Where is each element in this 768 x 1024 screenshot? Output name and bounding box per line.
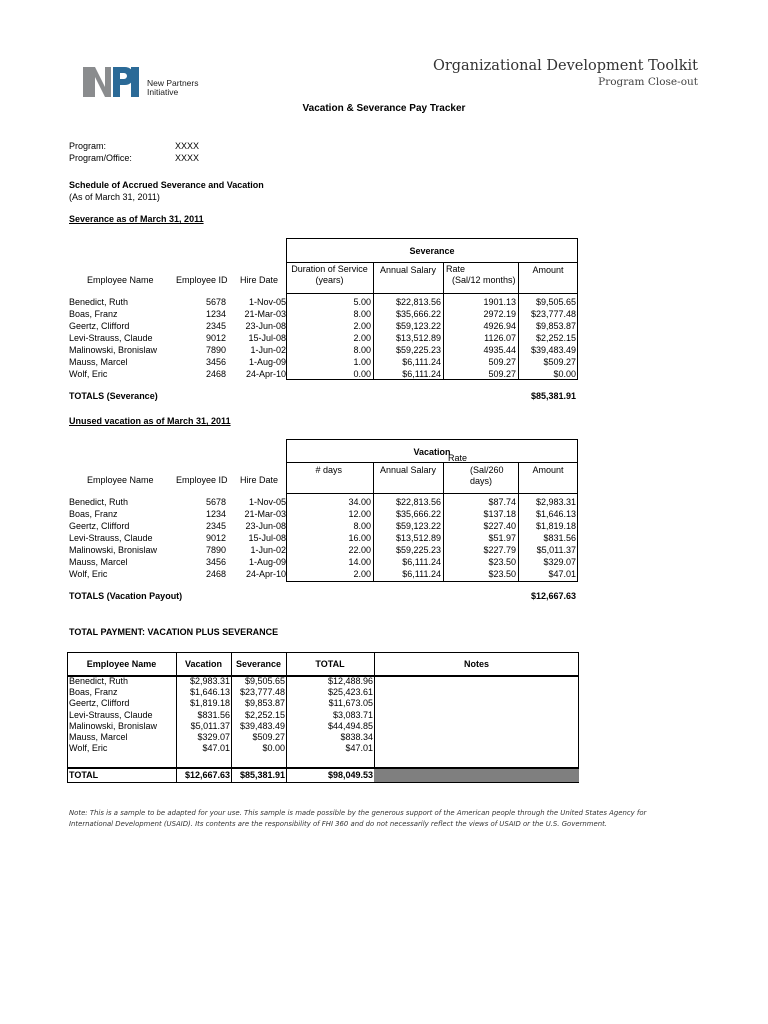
list-item: 2972.19 xyxy=(483,309,516,319)
toolkit-title: Organizational Development Toolkit xyxy=(432,58,698,74)
table-row: $838.34 xyxy=(340,731,373,742)
vac-header-amount: Amount xyxy=(532,465,564,475)
tp-header-total: TOTAL xyxy=(315,659,345,669)
logo-line-1: New Partners xyxy=(147,78,199,88)
tp-total-severance: $85,381.91 xyxy=(239,770,285,780)
list-item: $87.74 xyxy=(488,497,516,507)
table-row: $23,777.48 xyxy=(239,687,285,698)
schedule-asof: (As of March 31, 2011) xyxy=(69,192,160,202)
table-row: $329.07 xyxy=(197,731,230,742)
list-item: Malinowski, Bronislaw xyxy=(69,545,158,555)
table-row: $44,494.85 xyxy=(327,720,373,731)
table-row: $39,483.49 xyxy=(239,720,285,731)
table-row: $3,083.71 xyxy=(332,709,373,720)
list-item: Malinowski, Bronislaw xyxy=(69,345,158,355)
list-item: 2.00 xyxy=(353,321,371,331)
table-row: Levi-Strauss, Claude xyxy=(69,709,153,720)
sev-header-hire: Hire Date xyxy=(240,275,279,285)
sev-amounts xyxy=(518,296,576,380)
list-item: Levi-Strauss, Claude xyxy=(69,533,153,543)
tp-severances xyxy=(231,676,285,754)
list-item: 509.27 xyxy=(488,369,516,379)
table-row: Boas, Franz xyxy=(69,687,118,698)
table-row: $509.27 xyxy=(252,731,285,742)
vacation-total-label: TOTALS (Vacation Payout) xyxy=(69,591,183,601)
severance-group-header: Severance xyxy=(409,246,455,256)
list-item: 23-Jun-08 xyxy=(245,521,286,531)
list-item: 2.00 xyxy=(353,333,371,343)
list-item: 4935.44 xyxy=(483,345,516,355)
vac-amounts xyxy=(518,496,576,580)
list-item: $23.50 xyxy=(488,569,516,579)
list-item: 2468 xyxy=(205,569,226,579)
vac-header-rate: Rate xyxy=(448,453,468,463)
list-item: 8.00 xyxy=(353,345,371,355)
list-item: 3456 xyxy=(205,557,226,567)
vac-header-rate-unit: (Sal/260 xyxy=(470,465,504,475)
tp-names xyxy=(69,676,157,754)
tp-header-notes: Notes xyxy=(463,659,489,669)
severance-section-title: Severance as of March 31, 2011 xyxy=(69,214,204,224)
list-item: $329.07 xyxy=(543,557,576,567)
sev-names xyxy=(69,296,157,380)
list-item: 509.27 xyxy=(488,357,516,367)
list-item: $47.01 xyxy=(548,569,576,579)
tp-totals xyxy=(286,676,373,754)
list-item: 1-Aug-09 xyxy=(248,557,286,567)
list-item: 2345 xyxy=(205,521,226,531)
list-item: $51.97 xyxy=(488,533,516,543)
sev-header-rate: Rate xyxy=(446,264,466,274)
severance-total-label: TOTALS (Severance) xyxy=(69,391,158,401)
npi-logo xyxy=(83,66,213,100)
list-item: $831.56 xyxy=(543,533,576,543)
list-item: 1126.07 xyxy=(484,333,516,343)
list-item: $35,666.22 xyxy=(395,309,441,319)
vacation-section-title: Unused vacation as of March 31, 2011 xyxy=(69,416,231,426)
sev-header-rate-unit: (Sal/12 months) xyxy=(452,275,516,285)
list-item: Boas, Franz xyxy=(69,509,118,519)
table-row: $9,853.87 xyxy=(244,698,285,709)
table-row: $47.01 xyxy=(345,743,373,754)
list-item: $1,646.13 xyxy=(535,509,576,519)
list-item: 9012 xyxy=(205,533,226,543)
list-item: $5,011.37 xyxy=(536,545,576,555)
table-row: $2,983.31 xyxy=(189,676,230,686)
list-item: $59,123.22 xyxy=(395,321,441,331)
list-item: 12.00 xyxy=(348,509,371,519)
list-item: Boas, Franz xyxy=(69,309,118,319)
list-item: $227.79 xyxy=(483,545,516,555)
npi-logo-mark xyxy=(83,67,143,97)
list-item: Wolf, Eric xyxy=(69,369,108,379)
list-item: 1-Jun-02 xyxy=(250,345,286,355)
sev-header-salary: Annual Salary xyxy=(379,265,437,275)
vac-rates xyxy=(443,496,516,580)
vac-salaries xyxy=(373,496,441,580)
list-item: 1-Nov-05 xyxy=(248,497,286,507)
vac-days xyxy=(286,496,371,580)
table-row: Benedict, Ruth xyxy=(69,676,129,686)
list-item: 15-Jul-08 xyxy=(248,533,286,543)
list-item: $6,111.24 xyxy=(402,357,441,367)
list-item: $13,512.89 xyxy=(395,333,441,343)
list-item: $6,111.24 xyxy=(402,569,441,579)
document-title: Vacation & Severance Pay Tracker xyxy=(302,103,466,114)
sev-hire-dates xyxy=(228,296,286,380)
list-item: 8.00 xyxy=(353,309,371,319)
list-item: $137.18 xyxy=(483,509,516,519)
list-item: Levi-Strauss, Claude xyxy=(69,333,153,343)
list-item: Wolf, Eric xyxy=(69,569,108,579)
list-item: $39,483.49 xyxy=(530,345,576,355)
sev-header-amount: Amount xyxy=(532,265,564,275)
list-item: Geertz, Clifford xyxy=(69,521,130,531)
tp-total-vacation: $12,667.63 xyxy=(184,770,230,780)
program-value: XXXX xyxy=(175,141,200,151)
list-item: $13,512.89 xyxy=(395,533,441,543)
list-item: 1-Nov-05 xyxy=(248,297,286,307)
sev-rates xyxy=(443,296,516,380)
list-item: 5678 xyxy=(205,297,226,307)
list-item: 24-Apr-10 xyxy=(245,369,286,379)
list-item: 34.00 xyxy=(348,497,371,507)
list-item: 1-Aug-09 xyxy=(248,357,286,367)
list-item: $59,225.23 xyxy=(395,345,441,355)
list-item: 1.00 xyxy=(353,357,371,367)
list-item: $227.40 xyxy=(483,521,516,531)
list-item: Mauss, Marcel xyxy=(69,557,128,567)
tp-total-grand: $98,049.53 xyxy=(327,770,373,780)
list-item: $9,853.87 xyxy=(535,321,576,331)
list-item: 7890 xyxy=(205,345,226,355)
list-item: 15-Jul-08 xyxy=(248,333,286,343)
total-payment-title: TOTAL PAYMENT: VACATION PLUS SEVERANCE xyxy=(69,627,279,637)
table-row: $47.01 xyxy=(202,743,230,754)
tp-header-name: Employee Name xyxy=(86,659,157,669)
list-item: $23.50 xyxy=(488,557,516,567)
list-item: $6,111.24 xyxy=(402,369,441,379)
list-item: $2,252.15 xyxy=(535,333,576,343)
list-item: 1901.13 xyxy=(483,297,516,307)
table-row: $0.00 xyxy=(262,743,285,754)
vac-header-days: # days xyxy=(315,465,342,475)
list-item: 4926.94 xyxy=(483,321,516,331)
table-row: Malinowski, Bronislaw xyxy=(69,720,158,731)
table-row: $1,646.13 xyxy=(189,687,230,698)
vac-names xyxy=(69,496,157,580)
table-row: $9,505.65 xyxy=(244,676,285,686)
list-item: $35,666.22 xyxy=(395,509,441,519)
list-item: $22,813.56 xyxy=(395,497,441,507)
list-item: $509.27 xyxy=(543,357,576,367)
table-row: $25,423.61 xyxy=(327,687,373,698)
list-item: $0.00 xyxy=(553,369,576,379)
list-item: 16.00 xyxy=(348,533,371,543)
list-item: 5.00 xyxy=(353,297,371,307)
list-item: $6,111.24 xyxy=(402,557,441,567)
sev-durations xyxy=(286,296,371,380)
sev-salaries xyxy=(373,296,441,380)
vacation-total-value: $12,667.63 xyxy=(530,591,576,601)
sev-header-id: Employee ID xyxy=(176,275,228,285)
sev-header-duration: Duration of Service xyxy=(291,264,368,274)
tp-vacations xyxy=(176,676,230,754)
schedule-title: Schedule of Accrued Severance and Vacation xyxy=(69,180,264,190)
tp-header-severance: Severance xyxy=(235,659,282,669)
list-item: $1,819.18 xyxy=(535,521,576,531)
list-item: $23,777.48 xyxy=(530,309,576,319)
list-item: 8.00 xyxy=(353,521,371,531)
list-item: 2.00 xyxy=(353,569,371,579)
vacation-group-header: Vacation xyxy=(413,447,451,457)
program-label: Program: xyxy=(69,141,107,151)
tp-header-vacation: Vacation xyxy=(184,659,222,669)
list-item: $9,505.65 xyxy=(535,297,576,307)
vac-header-name: Employee Name xyxy=(87,475,154,485)
list-item: $59,123.22 xyxy=(395,521,441,531)
list-item: Benedict, Ruth xyxy=(69,297,129,307)
tp-total-label: TOTAL xyxy=(69,770,99,780)
list-item: 24-Apr-10 xyxy=(245,569,286,579)
table-row: $831.56 xyxy=(197,709,230,720)
table-row: Mauss, Marcel xyxy=(69,731,128,742)
table-row: Geertz, Clifford xyxy=(69,698,130,709)
notes-total-shade xyxy=(374,769,579,782)
list-item: 2345 xyxy=(205,321,226,331)
list-item: 1234 xyxy=(205,309,226,319)
list-item: 2468 xyxy=(205,369,226,379)
list-item: 7890 xyxy=(205,545,226,555)
list-item: 0.00 xyxy=(353,369,371,379)
program-office-value: XXXX xyxy=(175,153,200,163)
disclaimer-note: Note: This is a sample to be adapted for your use. This sample is made possible by the generous support of the American people through the United States Agency for International Development (USAID). Its contents are the responsibility of FHI 360 and do not necessarily reflect the views of USAID or the U.S. Government. xyxy=(69,809,647,828)
vac-header-id: Employee ID xyxy=(176,475,228,485)
list-item: 23-Jun-08 xyxy=(245,321,286,331)
toolkit-subtitle: Program Close-out xyxy=(598,76,698,88)
list-item: 9012 xyxy=(205,333,226,343)
logo-text xyxy=(147,79,199,97)
logo-line-2: Initiative xyxy=(147,87,179,97)
table-row: Wolf, Eric xyxy=(69,743,108,754)
list-item: Mauss, Marcel xyxy=(69,357,128,367)
table-row: $5,011.37 xyxy=(190,720,230,731)
list-item: Benedict, Ruth xyxy=(69,497,129,507)
list-item: 5678 xyxy=(205,497,226,507)
list-item: 1-Jun-02 xyxy=(250,545,286,555)
list-item: $22,813.56 xyxy=(395,297,441,307)
vac-header-hire: Hire Date xyxy=(240,475,279,485)
table-row: $1,819.18 xyxy=(189,698,230,709)
vac-ids xyxy=(180,496,226,580)
list-item: $59,225.23 xyxy=(395,545,441,555)
list-item: Geertz, Clifford xyxy=(69,321,130,331)
severance-total-value: $85,381.91 xyxy=(530,391,576,401)
list-item: 22.00 xyxy=(348,545,371,555)
list-item: 21-Mar-03 xyxy=(244,309,286,319)
list-item: 14.00 xyxy=(348,557,371,567)
table-row: $11,673.05 xyxy=(328,698,373,709)
list-item: $2,983.31 xyxy=(535,497,576,507)
sev-header-duration-unit: (years) xyxy=(315,275,344,285)
sev-ids xyxy=(180,296,226,380)
vac-header-rate-unit-2: days) xyxy=(470,476,493,486)
vac-header-salary: Annual Salary xyxy=(379,465,437,475)
list-item: 1234 xyxy=(205,509,226,519)
list-item: 3456 xyxy=(205,357,226,367)
sev-header-name: Employee Name xyxy=(87,275,154,285)
table-row: $2,252.15 xyxy=(244,709,285,720)
list-item: 21-Mar-03 xyxy=(244,509,286,519)
vac-hire-dates xyxy=(228,496,286,580)
program-office-label: Program/Office: xyxy=(69,153,132,163)
table-row: $12,488.96 xyxy=(327,676,373,686)
